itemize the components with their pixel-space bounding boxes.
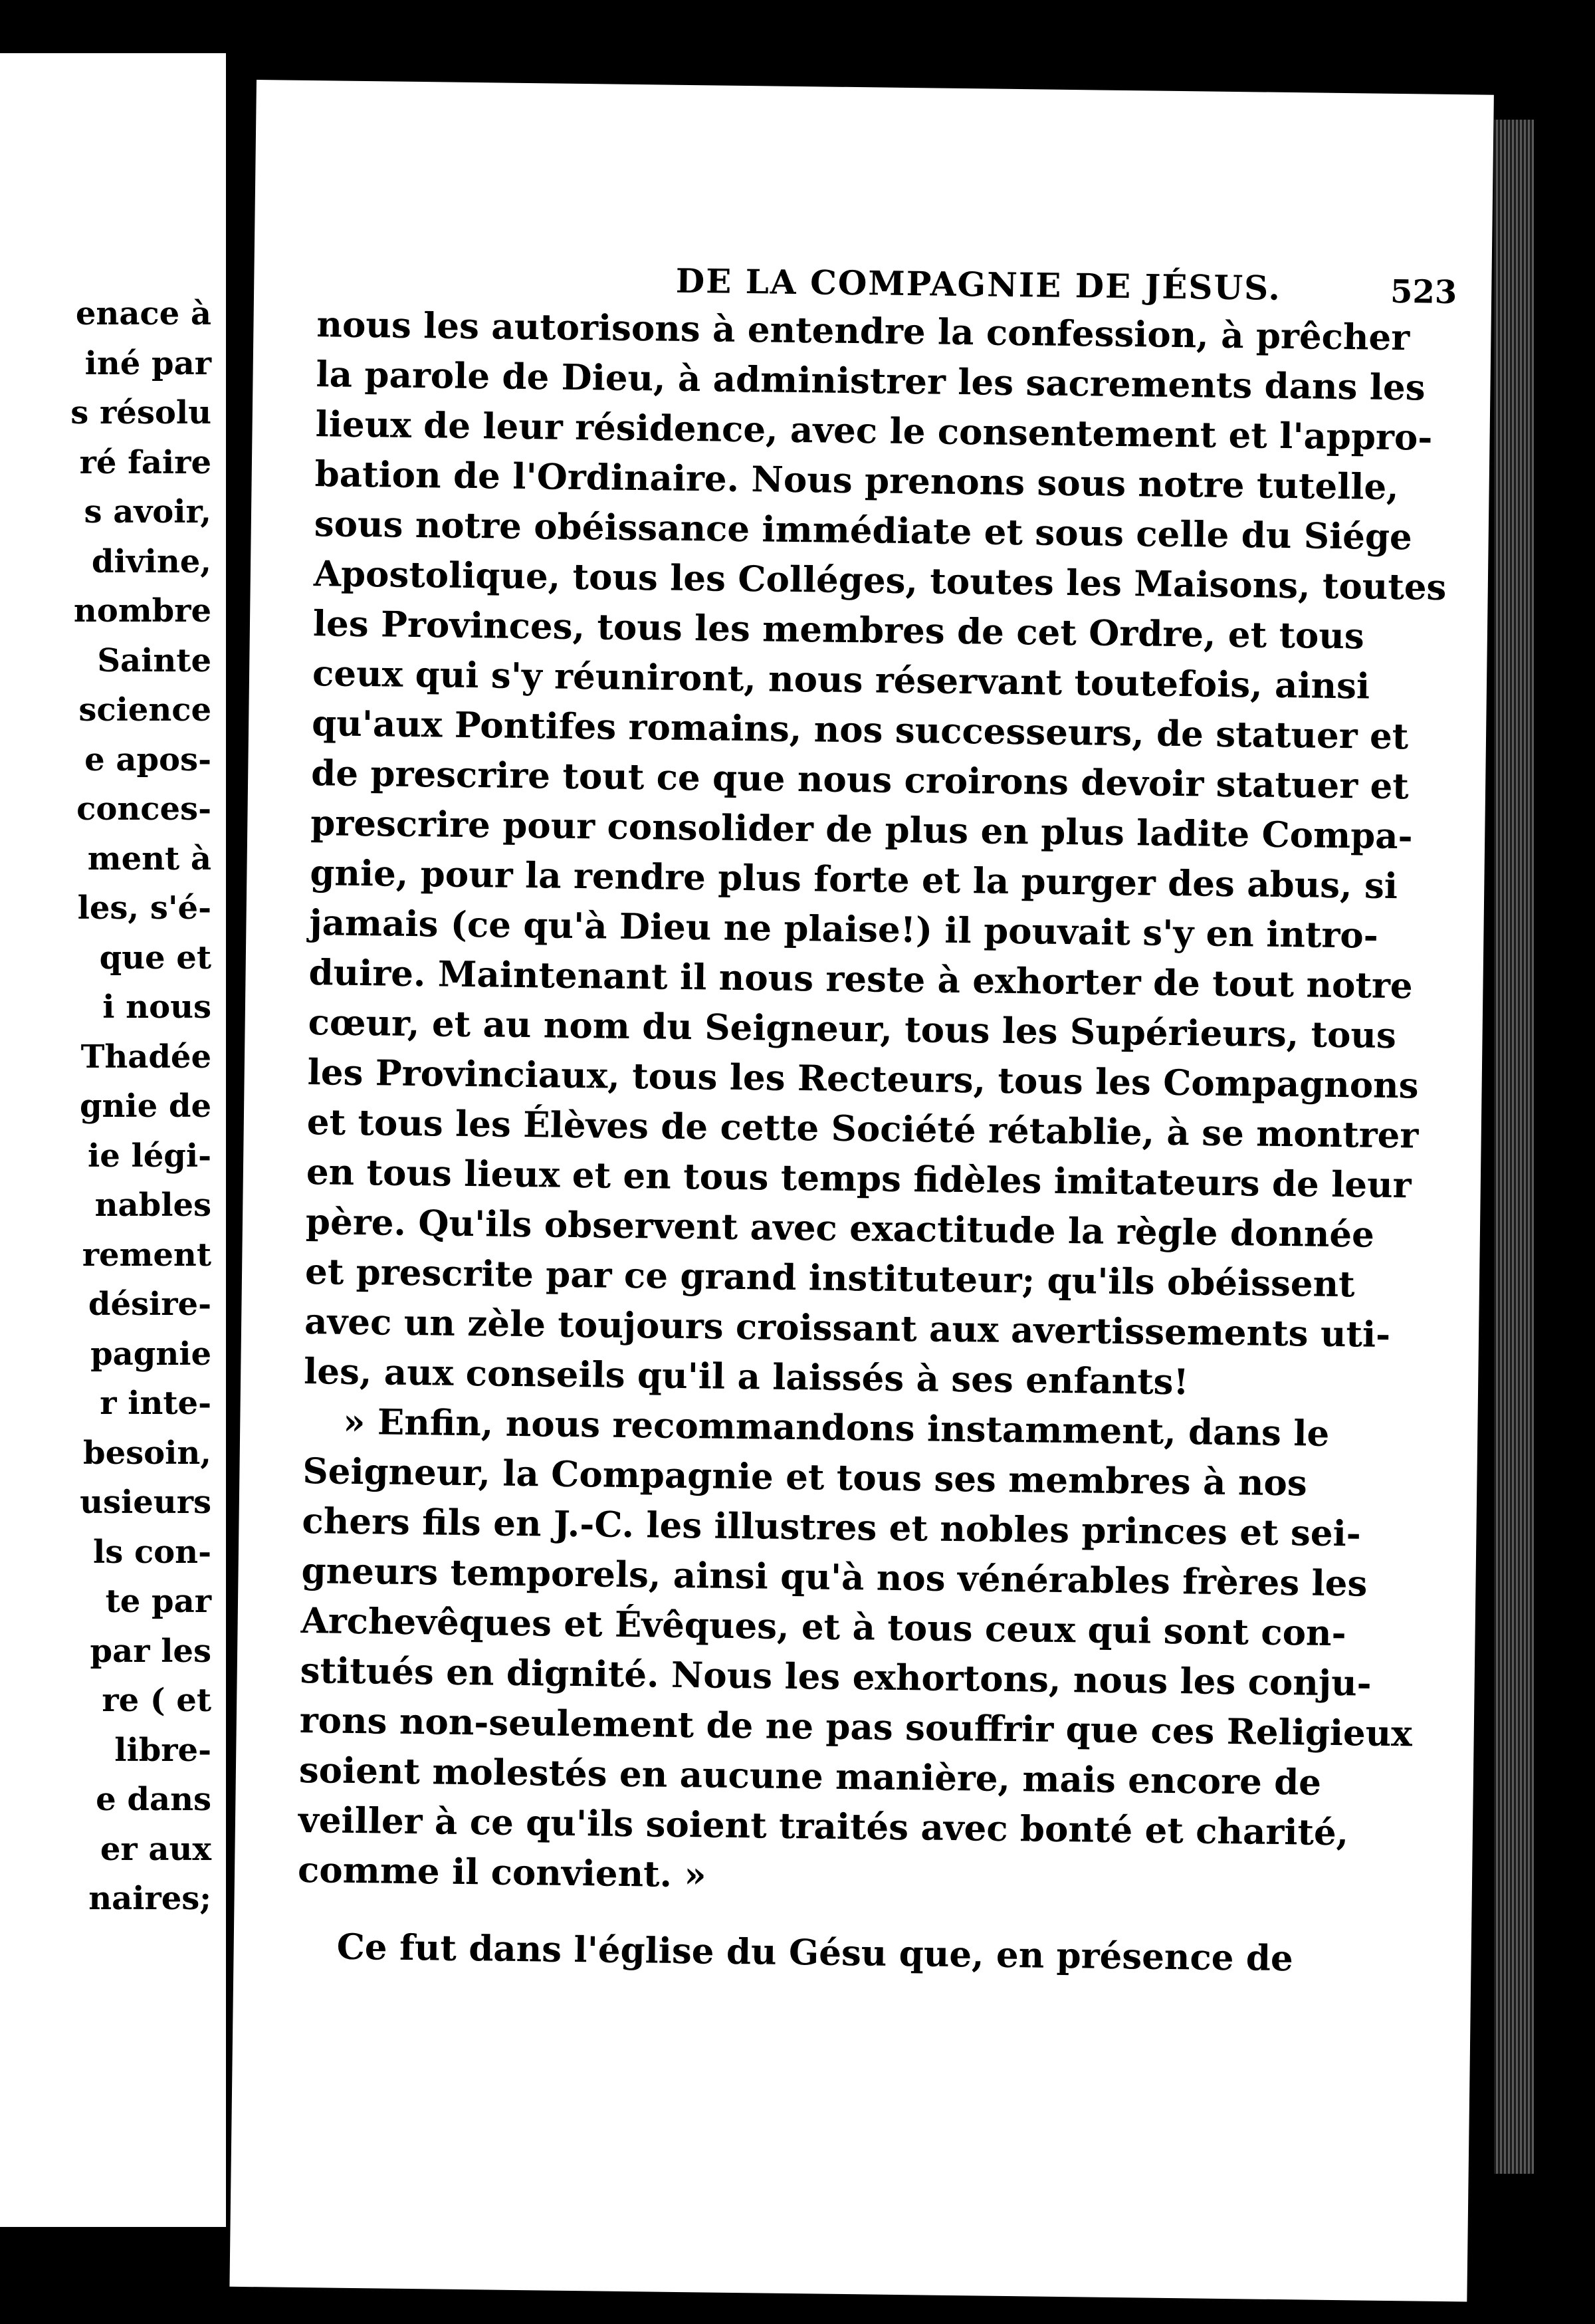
paragraph-2 bbox=[297, 1397, 1413, 1907]
left-page-line: nables bbox=[94, 1187, 211, 1224]
text-line: bation de l'Ordinaire. Nous prenons sous notre tutelle, bbox=[314, 453, 1399, 509]
left-page-line: que et bbox=[99, 939, 211, 977]
text-line: » Enfin, nous recommandons instamment, dans le bbox=[342, 1401, 1330, 1454]
text-line: stitués en dignité. Nous les exhortons, nous les conju- bbox=[300, 1649, 1372, 1704]
left-page-line: e apos- bbox=[84, 741, 211, 778]
left-page-line: enace à bbox=[75, 295, 211, 332]
left-page-line: iné par bbox=[84, 344, 211, 382]
text-line: comme il convient. » bbox=[297, 1849, 706, 1896]
left-page-line: naires; bbox=[88, 1880, 211, 1917]
left-page-line: ls con- bbox=[92, 1533, 211, 1571]
paragraph-1 bbox=[303, 300, 1447, 1409]
left-page-line: divine, bbox=[91, 542, 211, 580]
page-edges bbox=[1494, 120, 1534, 2174]
text-line: ceux qui s'y réuniront, nous réservant toutefois, ainsi bbox=[312, 653, 1370, 707]
left-page-line: désire- bbox=[88, 1286, 211, 1323]
text-line: qu'aux Pontifes romains, nos successeurs, de statuer et bbox=[311, 703, 1409, 758]
running-title: DE LA COMPAGNIE DE JÉSUS. bbox=[675, 261, 1282, 308]
text-line: soient molestés en aucune manière, mais encore de bbox=[298, 1749, 1322, 1803]
left-page-line: besoin, bbox=[83, 1434, 211, 1472]
text-line: les, aux conseils qu'il a laissés à ses enfants! bbox=[303, 1351, 1190, 1403]
left-page-line: ie légi- bbox=[88, 1137, 211, 1175]
left-page-line: rement bbox=[82, 1236, 211, 1274]
text-line: chers fils en J.-C. les illustres et nobles princes et sei- bbox=[302, 1500, 1362, 1555]
text-line: rons non-seulement de ne pas souffrir que ces Religieux bbox=[299, 1699, 1413, 1755]
text-line: les Provinciaux, tous les Recteurs, tous les Compagnons bbox=[307, 1052, 1419, 1107]
text-line: duire. Maintenant il nous reste à exhorter de tout notre bbox=[308, 952, 1413, 1007]
text-line: Apostolique, tous les Colléges, toutes les Maisons, toutes bbox=[313, 553, 1447, 608]
left-page-line: conces- bbox=[76, 790, 211, 828]
left-page-line: ment à bbox=[87, 840, 211, 877]
text-line: veiller à ce qu'ils soient traités avec bonté et charité, bbox=[298, 1799, 1349, 1854]
text-line: jamais (ce qu'à Dieu ne plaise!) il pouvait s'y en intro- bbox=[309, 902, 1379, 957]
text-line: de prescrire tout ce que nous croirons devoir statuer et bbox=[310, 753, 1410, 808]
text-line: Archevêques et Évêques, et à tous ceux qui sont con- bbox=[300, 1599, 1346, 1655]
text-line: nous les autorisons à entendre la confession, à prêcher bbox=[316, 304, 1410, 359]
right-page bbox=[229, 80, 1493, 2302]
left-page-line: Sainte bbox=[97, 641, 211, 679]
left-page-line: s avoir, bbox=[84, 493, 211, 530]
text-line: cœur, et au nom du Seigneur, tous les Supérieurs, tous bbox=[308, 1002, 1397, 1057]
left-page-line: pagnie bbox=[90, 1335, 211, 1373]
left-page-line: nombre bbox=[73, 592, 211, 630]
left-page-line: s résolu bbox=[70, 394, 211, 431]
text-line: et tous les Élèves de cette Société rétablie, à se montrer bbox=[306, 1102, 1419, 1157]
text-line: en tous lieux et en tous temps fidèles imitateurs de leur bbox=[306, 1151, 1412, 1207]
text-line: les Provinces, tous les membres de cet Ordre, et tous bbox=[312, 603, 1365, 657]
left-page-line: i nous bbox=[102, 988, 211, 1026]
left-page-line: re ( et bbox=[102, 1682, 211, 1719]
text-line: sous notre obéissance immédiate et sous celle du Siége bbox=[314, 503, 1413, 558]
left-page-line: er aux bbox=[100, 1830, 211, 1868]
left-page-line: gnie de bbox=[79, 1088, 211, 1125]
left-page-line: les, s'é- bbox=[77, 889, 211, 927]
text-line: Ce fut dans l'église du Gésu que, en présence de bbox=[336, 1926, 1294, 1980]
page-number: 523 bbox=[1390, 273, 1457, 312]
left-page-line: ré faire bbox=[79, 443, 211, 481]
left-page-fragment bbox=[0, 53, 226, 2227]
text-line: Seigneur, la Compagnie et tous ses membres à nos bbox=[302, 1451, 1308, 1504]
left-page-line: te par bbox=[105, 1583, 211, 1620]
text-line: gnie, pour la rendre plus forte et la purger des abus, si bbox=[310, 852, 1398, 907]
body-text bbox=[296, 300, 1447, 1984]
left-page-line: usieurs bbox=[80, 1484, 211, 1521]
text-line: prescrire pour consolider de plus en plus ladite Compa- bbox=[310, 802, 1413, 858]
left-page-line: Thadée bbox=[80, 1038, 211, 1076]
left-page-text bbox=[0, 289, 211, 1924]
left-page-line: science bbox=[78, 691, 211, 729]
left-page-line: par les bbox=[90, 1632, 211, 1670]
text-line: avec un zèle toujours croissant aux avertissements uti- bbox=[304, 1301, 1391, 1355]
left-page-line: e dans bbox=[96, 1781, 211, 1818]
text-line: gneurs temporels, ainsi qu'à nos vénérables frères les bbox=[301, 1550, 1368, 1605]
text-line: et prescrite par ce grand instituteur; qu'ils obéissent bbox=[304, 1251, 1355, 1306]
text-line: père. Qu'ils observent avec exactitude la règle donnée bbox=[305, 1201, 1375, 1256]
left-page-line: r inte- bbox=[100, 1385, 211, 1422]
text-line: la parole de Dieu, à administrer les sacrements dans les bbox=[316, 354, 1426, 409]
text-line: lieux de leur résidence, avec le consentement et l'appro- bbox=[315, 404, 1433, 459]
left-page-line: libre- bbox=[114, 1731, 211, 1769]
